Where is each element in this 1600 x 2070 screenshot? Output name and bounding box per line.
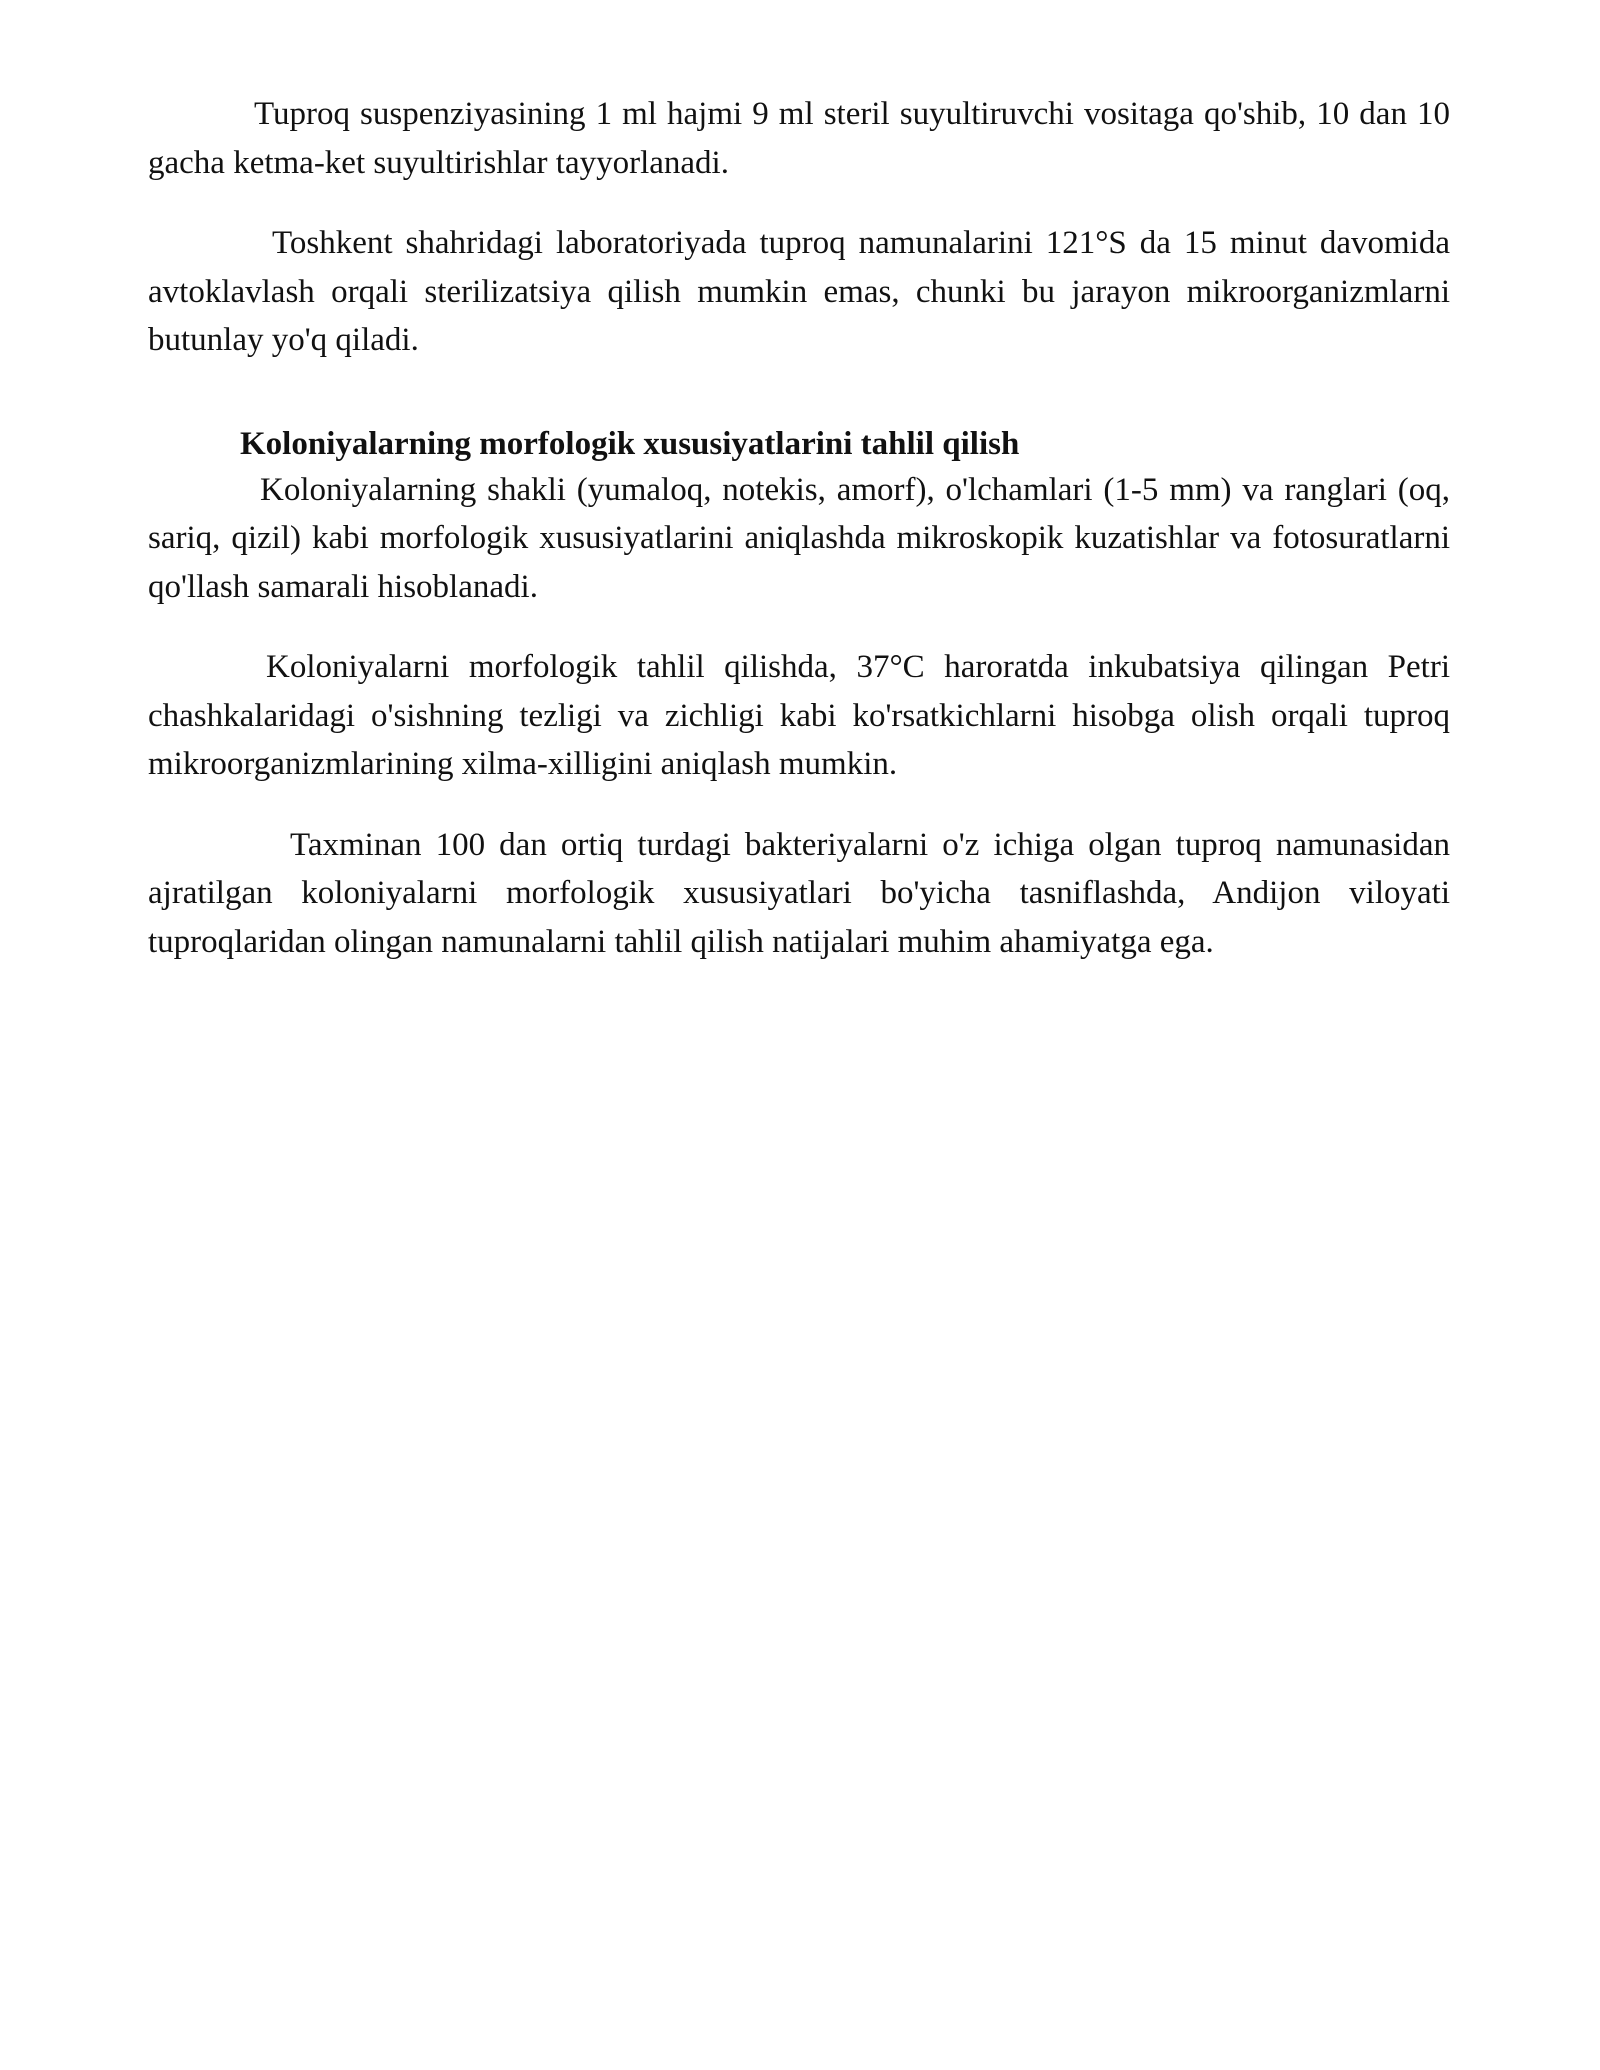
paragraph-colony-morphology: Koloniyalarning shakli (yumaloq, notekis, amorf), o'lchamlari (1-5 mm) va ranglari (oq, sariq, qizil) kabi morfologik xususiyatlarini aniqlashda mikroskopik kuzatishlar va fotosuratlarni qo'llash samarali hisoblanadi. xyxy=(148,471,1450,605)
paragraph-incubation: Koloniyalarni morfologik tahlil qilishda, 37°C haroratda inkubatsiya qilingan Petri chashkalaridagi o'sishning tezligi va zichligi kabi ko'rsatkichlarni hisobga olish orqali tuproq mikroorganizmlarining xilma-xilligini aniqlash mumkin. xyxy=(148,649,1450,782)
paragraph-sterilization: Toshkent shahridagi laboratoriyada tuproq namunalarini 121°S da 15 minut davomida avtoklavlash orqali sterilizatsiya qilish mumkin emas, chunki bu jarayon mikroorganizmlarni butunlay yo'q qiladi. xyxy=(148,225,1450,358)
document-page xyxy=(148,90,1450,966)
paragraph-classification: Taxminan 100 dan ortiq turdagi bakteriyalarni o'z ichiga olgan tuproq namunasidan ajratilgan koloniyalarni morfologik xususiyatlari bo'yicha tasniflashda, Andijon viloyati tuproqlaridan olingan namunalarni tahlil qilish natijalari muhim ahamiyatga ega. xyxy=(148,826,1450,960)
paragraph-dilution: Tuproq suspenziyasining 1 ml hajmi 9 ml steril suyultiruvchi vositaga qo'shib, 10 dan 10 gacha ketma-ket suyultirishlar tayyorlanadi. xyxy=(148,96,1450,181)
section-heading: Koloniyalarning morfologik xususiyatlarini tahlil qilish xyxy=(240,425,1020,462)
